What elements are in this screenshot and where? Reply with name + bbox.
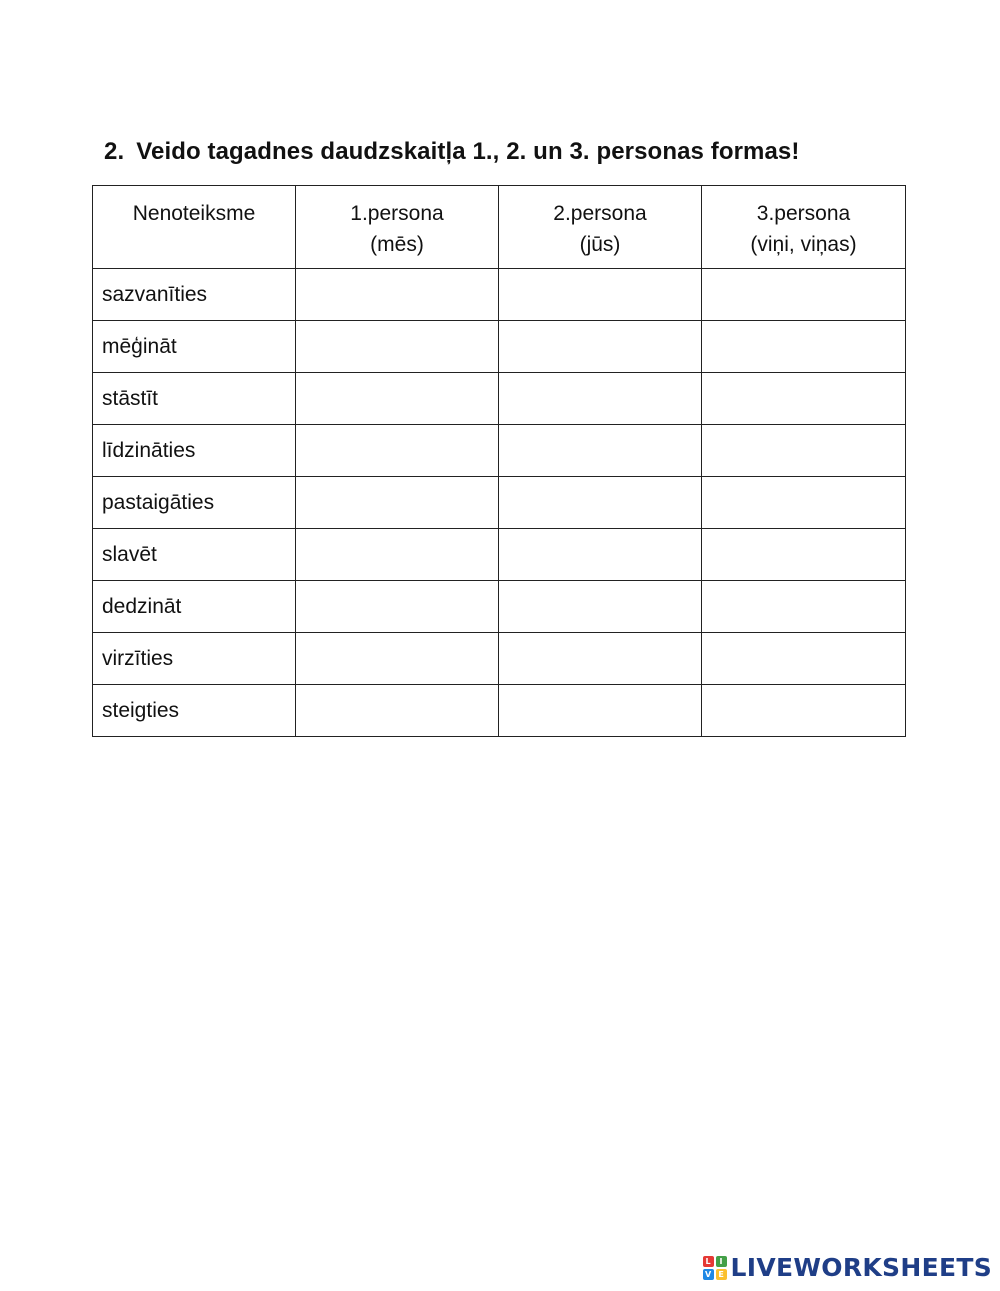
logo-tile-i: I <box>716 1256 727 1267</box>
answer-cell-third-person[interactable] <box>702 685 906 737</box>
logo-tile-e: E <box>716 1269 727 1280</box>
answer-cell-first-person[interactable] <box>296 581 499 633</box>
answer-cell-first-person[interactable] <box>296 269 499 321</box>
header-second-person: 2.persona (jūs) <box>499 186 702 269</box>
answer-cell-third-person[interactable] <box>702 373 906 425</box>
header-third-person: 3.persona (viņi, viņas) <box>702 186 906 269</box>
answer-cell-first-person[interactable] <box>296 321 499 373</box>
logo-tile-v: V <box>703 1269 714 1280</box>
exercise-instruction: Veido tagadnes daudzskaitļa 1., 2. un 3. personas formas! <box>136 138 800 165</box>
verb-cell: sazvanīties <box>93 269 296 321</box>
answer-cell-second-person[interactable] <box>499 529 702 581</box>
answer-cell-first-person[interactable] <box>296 477 499 529</box>
answer-cell-third-person[interactable] <box>702 633 906 685</box>
exercise-title <box>104 138 799 166</box>
answer-cell-second-person[interactable] <box>499 373 702 425</box>
answer-cell-third-person[interactable] <box>702 529 906 581</box>
answer-cell-second-person[interactable] <box>499 269 702 321</box>
table-row <box>93 633 906 685</box>
liveworksheets-logo <box>703 1253 992 1282</box>
liveworksheets-logo-icon <box>703 1256 727 1280</box>
header-infinitive: Nenoteiksme <box>93 186 296 269</box>
answer-cell-third-person[interactable] <box>702 581 906 633</box>
verb-cell: steigties <box>93 685 296 737</box>
answer-cell-third-person[interactable] <box>702 321 906 373</box>
table-row <box>93 477 906 529</box>
table-row <box>93 269 906 321</box>
table-row <box>93 425 906 477</box>
verb-cell: mēģināt <box>93 321 296 373</box>
logo-tile-l: L <box>703 1256 714 1267</box>
answer-cell-third-person[interactable] <box>702 425 906 477</box>
answer-cell-second-person[interactable] <box>499 477 702 529</box>
table-row <box>93 581 906 633</box>
table-row <box>93 373 906 425</box>
answer-cell-first-person[interactable] <box>296 685 499 737</box>
answer-cell-third-person[interactable] <box>702 477 906 529</box>
verb-conjugation-table <box>92 185 906 737</box>
answer-cell-first-person[interactable] <box>296 373 499 425</box>
table-row <box>93 529 906 581</box>
verb-cell: pastaigāties <box>93 477 296 529</box>
verb-cell: dedzināt <box>93 581 296 633</box>
liveworksheets-logo-text: LIVEWORKSHEETS <box>730 1253 992 1282</box>
verb-cell: līdzināties <box>93 425 296 477</box>
verb-cell: slavēt <box>93 529 296 581</box>
verb-cell: stāstīt <box>93 373 296 425</box>
answer-cell-second-person[interactable] <box>499 633 702 685</box>
answer-cell-first-person[interactable] <box>296 425 499 477</box>
answer-cell-second-person[interactable] <box>499 425 702 477</box>
answer-cell-first-person[interactable] <box>296 529 499 581</box>
exercise-number: 2. <box>104 138 125 165</box>
verb-cell: virzīties <box>93 633 296 685</box>
answer-cell-first-person[interactable] <box>296 633 499 685</box>
table-row <box>93 685 906 737</box>
answer-cell-second-person[interactable] <box>499 581 702 633</box>
answer-cell-third-person[interactable] <box>702 269 906 321</box>
answer-cell-second-person[interactable] <box>499 321 702 373</box>
header-first-person: 1.persona (mēs) <box>296 186 499 269</box>
table-row <box>93 321 906 373</box>
table-header-row <box>93 186 906 269</box>
answer-cell-second-person[interactable] <box>499 685 702 737</box>
